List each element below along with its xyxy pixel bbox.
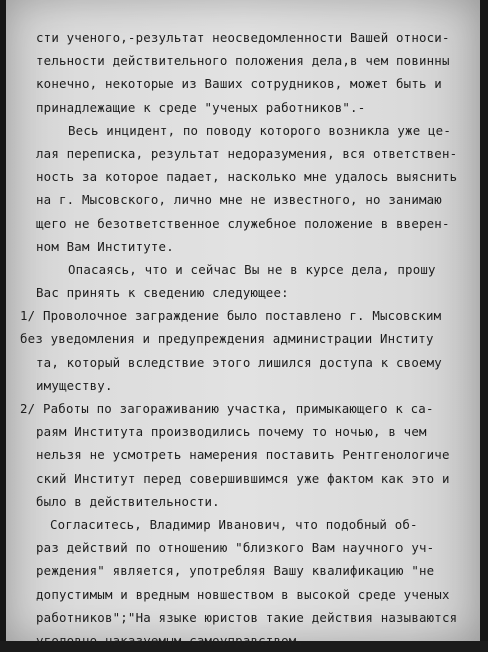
text-line: тельности действительного положения дела,в чем повинны [36,53,450,69]
text-line: Опасаясь, что и сейчас Вы не в курсе дела, прошу [68,261,436,277]
text-line: принадлежащие к среде "ученых работников".- [36,99,366,115]
text-line: Вас принять к сведению следующее: [36,285,289,301]
text-line: сти ученого,-результат неосведомленности Вашей относи- [36,30,450,45]
text-line: конечно, некоторые из Ваших сотрудников, может быть и [36,76,442,92]
text-line: допустимым и вредным новшеством в высокой среде ученых [36,586,450,602]
text-line: раз действий по отношению "близкого Вам научного уч- [36,540,435,556]
letter-text [20,26,480,652]
typewritten-page [6,0,480,648]
text-line: было в действительности. [36,493,220,509]
text-line: Весь инцидент, по поводу которого возникла уже це- [68,122,451,138]
text-line: без уведомления и предупреждения администрации Институ [20,331,434,347]
text-line: ский Институт перед совершившимся уже фактом как это и [36,470,450,486]
text-line: щего не безответственное служебное положение в вверен- [36,215,450,231]
text-line: раям Института производились почему то ночью, в чем [36,424,427,440]
text-line: лая переписка, результат недоразумения, вся ответствен- [36,145,458,161]
text-line: 2/ Работы по загораживанию участка, примыкающего к са- [20,401,434,416]
text-line: Согласитесь, Владимир Иванович, что подобный об- [50,516,418,532]
text-line: имуществу. [36,377,113,393]
text-line: работников";"На языке юристов такие действия называются [36,609,458,625]
text-line: та, который вследствие этого лишился доступа к своему [36,354,442,370]
text-line: реждения" является, употребляя Вашу квалификацию "не [36,563,435,579]
text-line: уголовно наказуемым самоуправством. [36,632,305,648]
text-line: ном Вам Институте. [36,238,174,254]
text-line: ность за которое падает, насколько мне удалось выяснить [36,169,458,185]
text-line: нельзя не усмотреть намерения поставить Рентгенологиче [36,447,450,463]
text-line: 1/ Проволочное заграждение было поставлено г. Мысовским [20,308,442,324]
text-line: на г. Мысовского, лично мне не известного, но занимаю [36,192,442,208]
